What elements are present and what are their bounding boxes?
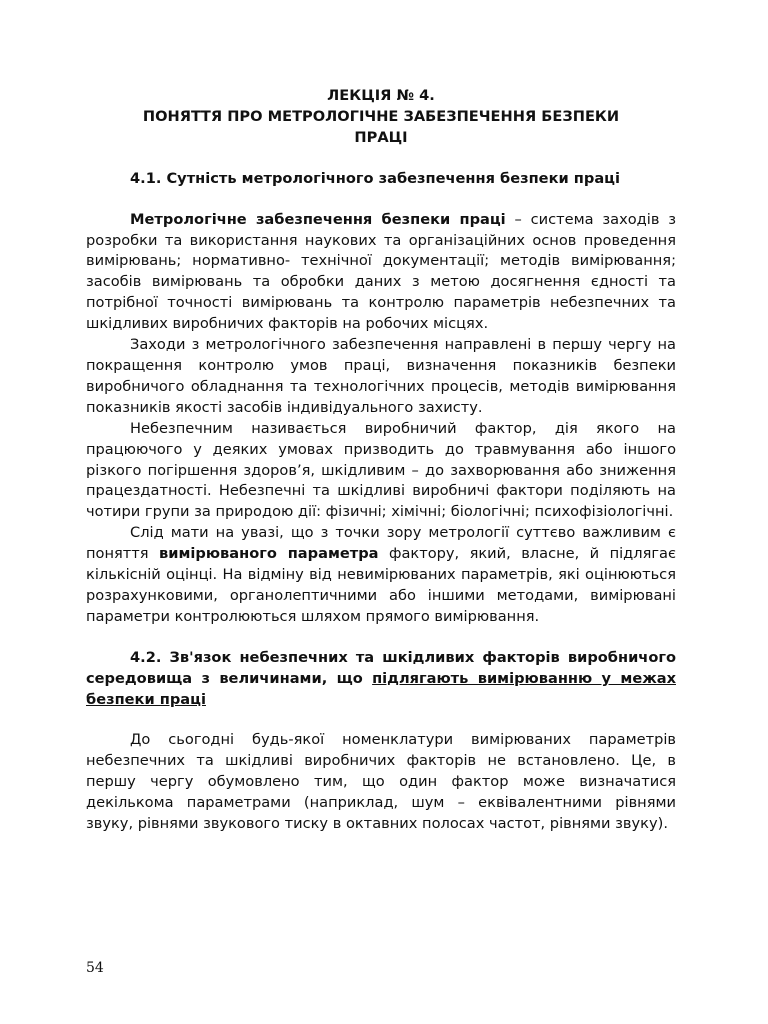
section-1-paragraph-1 <box>86 210 676 335</box>
definition-term: Метрологічне забезпечення безпеки праці <box>130 210 506 228</box>
lecture-heading <box>86 86 676 149</box>
section-1-title: 4.1. Сутність метрологічного забезпечення безпеки праці <box>130 169 620 187</box>
document-page <box>86 86 676 835</box>
lecture-title: ЛЕКЦІЯ № 4. <box>327 87 435 104</box>
spacer <box>86 710 676 730</box>
definition-text: – система заходів з розробки та використання наукових та організаційних основ проведення вимірювань; нормативно- технічної документації; методів вимірювання; засобів вимірювань та обробки даних з метою досягнення єдності та потрібної точності вимірювань та контролю параметрів небезпечних та шкідливих виробничих факторів на робочих місцях. <box>86 210 676 333</box>
section-2-paragraph-1: До сьогодні будь-якої номенклатури вимірюваних параметрів небезпечних та шкідливі виробничих факторів не встановлено. Це, в першу чергу обумовлено тим, що один фактор може визначатися декількома параметрами (наприклад, шум – еквівалентними рівнями звуку, рівнями звукового тиску в октавних полосах частот, рівнями звуку). <box>86 731 676 833</box>
page-number: 54 <box>86 960 104 976</box>
paragraph-4-start: Слід мати на увазі, що з точки зору метрології суттєво важливим є поняття <box>86 524 676 563</box>
section-1-paragraph-4 <box>86 523 676 628</box>
section-2-title-underlined: підлягають вимірюванню у межах безпеки праці <box>86 669 676 708</box>
spacer <box>86 190 676 210</box>
lecture-subtitle-line2: ПРАЦІ <box>354 128 408 146</box>
paragraph-4-end: фактору, який, власне, й підлягає кількісній оцінці. На відміну від невимірюваних параметрів, які оцінюються розрахунковими, органолептичними або іншими методами, вимірювані параметри контролюються шляхом прямого вимірювання. <box>86 545 676 625</box>
measured-parameter-term: вимірюваного параметра <box>159 545 379 563</box>
lecture-subtitle-line1: ПОНЯТТЯ ПРО МЕТРОЛОГІЧНЕ ЗАБЕЗПЕЧЕННЯ БЕЗПЕКИ <box>142 107 620 125</box>
section-2-title <box>86 648 676 711</box>
section-1-paragraph-3: Небезпечним називається виробничий фактор, дія якого на працюючого у деяких умовах призводить до травмування або іншого різкого погіршення здоров’я, шкідливим – до захворювання або зниження працездатності. Небезпечні та шкідливі виробничі фактори поділяють на чотири групи за природою дії: фізичні; хімічні; біологічні; психофізіологічні. <box>86 419 676 521</box>
section-1-paragraph-2: Заходи з метрологічного забезпечення направлені в першу чергу на покращення контролю умов праці, визначення показників безпеки виробничого обладнання та технологічних процесів, методів вимірювання показників якості засобів індивідуального захисту. <box>86 336 676 416</box>
section-2-title-start: 4.2. Зв'язок небезпечних та шкідливих факторів виробничого середовища з величинами, що <box>86 648 676 687</box>
